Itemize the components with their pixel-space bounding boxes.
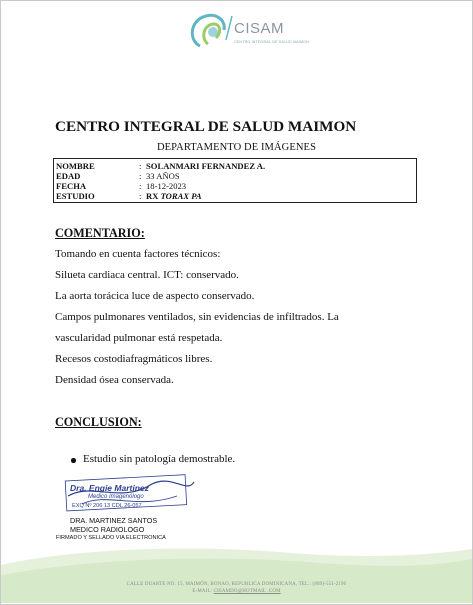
patient-label: NOMBRE — [56, 161, 95, 171]
stamp-doctor-name: Dra. Engie Martinez — [70, 483, 149, 493]
signer-title: MEDICO RADIOLOGO — [70, 525, 145, 534]
comment-line: Densidad ósea conservada. — [55, 374, 174, 386]
stamp-id-number: EXQ Nº 206 13 CDL 26-057 — [72, 503, 142, 509]
patient-label: FECHA — [56, 181, 87, 191]
patient-label: EDAD — [56, 171, 81, 181]
comment-line: Campos pulmonares ventilados, sin evidencias de infiltrados. La — [55, 311, 339, 323]
footer-email-link[interactable]: CISAMDO@HOTMAIL .COM — [213, 589, 281, 594]
conclusion-heading: CONCLUSION: — [55, 415, 142, 429]
study-prefix: RX — [146, 191, 159, 201]
study-name: TORAX PA — [160, 191, 202, 201]
patient-separator: : — [139, 191, 142, 201]
signer-name: DRA. MARTINEZ SANTOS — [70, 516, 158, 525]
logo-subtitle: CENTRO INTEGRAL DE SALUD MAIMON — [234, 40, 309, 44]
patient-separator: : — [139, 181, 142, 191]
comment-line: vascularidad pulmonar está respetada. — [55, 332, 223, 344]
patient-info-box — [53, 158, 417, 203]
comment-line: La aorta torácica luce de aspecto conservado. — [55, 290, 255, 302]
comment-line: Silueta cardiaca central. ICT: conservado. — [55, 269, 239, 281]
patient-value: SOLANMARI FERNANDEZ A. — [146, 161, 266, 171]
comment-heading: COMENTARIO: — [55, 226, 145, 240]
signature-note: FIRMADO Y SELLADO VIA ELECTRONICA — [56, 535, 166, 541]
patient-value: 33 AÑOS — [146, 171, 180, 181]
bullet-icon — [71, 458, 76, 463]
conclusion-item: Estudio sin patología demostrable. — [83, 453, 236, 465]
comment-line: Recesos costodiafragmáticos libres. — [55, 353, 213, 365]
footer-email-line — [0, 589, 473, 594]
department-title: DEPARTAMENTO DE IMÁGENES — [156, 142, 317, 153]
patient-separator: : — [139, 171, 142, 181]
footer-email-label: E-MAIL: — [192, 589, 213, 594]
comment-line: Tomando en cuenta factores técnicos: — [55, 248, 221, 260]
patient-separator: : — [139, 161, 142, 171]
patient-label: ESTUDIO — [56, 191, 95, 201]
patient-value: 18-12-2023 — [146, 181, 187, 191]
stamp-role: Medico Imagenólogo — [88, 494, 144, 500]
patient-value — [146, 191, 202, 201]
logo-wordmark: CISAM — [234, 20, 285, 37]
footer-wave — [1, 545, 472, 603]
footer-address: CALLE DUARTE NO. 15, MAIMÓN, BONAO, REPUBLICA DOMINICANA, TEL.: (809)-551-2196 — [126, 582, 347, 587]
center-name-title: CENTRO INTEGRAL DE SALUD MAIMON — [55, 118, 357, 135]
